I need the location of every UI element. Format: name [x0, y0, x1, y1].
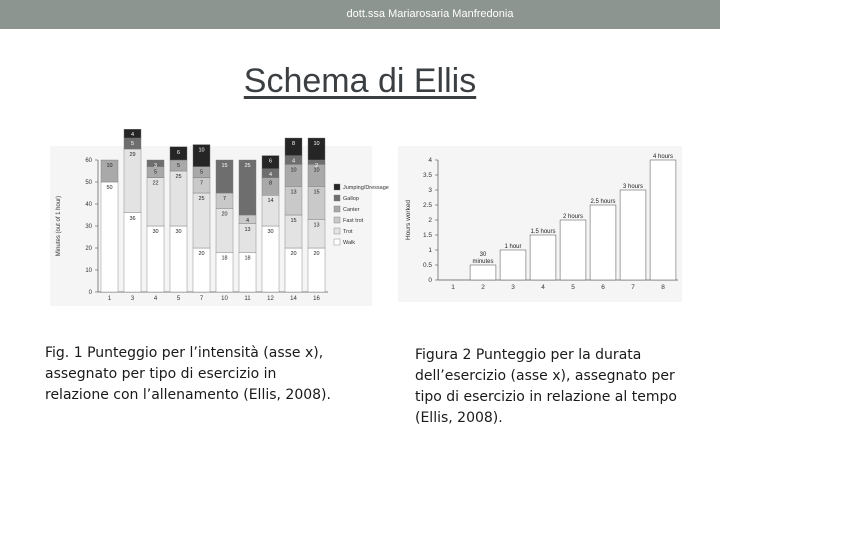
data-label: 15 [313, 189, 320, 196]
data-label: 4 hours [652, 154, 674, 160]
figure-2-caption: Figura 2 Punteggio per la durata dell’esercizio (asse x), assegnato per tipo di esercizio in relazione al tempo (Ellis, 2008). [415, 347, 677, 426]
figure-1-caption: Fig. 1 Punteggio per l’intensità (asse x), assegnato per tipo di esercizio in relazione con l’allenamento (Ellis, 2008). [45, 345, 331, 403]
x-tick-label: 16 [313, 296, 320, 302]
legend-swatch [334, 239, 340, 245]
data-label: 10 [313, 141, 320, 147]
data-label: 20 [221, 211, 228, 218]
legend-label: Trot [343, 229, 353, 235]
data-label: 10 [106, 163, 113, 169]
x-tick-label: 1 [107, 296, 112, 302]
legend-label: Canter [343, 207, 360, 213]
legend-swatch [334, 195, 340, 201]
bar [530, 235, 556, 280]
data-label: 13 [313, 222, 320, 229]
header-text: dott.ssa Mariarosaria Manfredonia [346, 8, 514, 20]
data-label: 4 [245, 218, 250, 224]
data-label: 5 [130, 141, 135, 147]
data-label: 25 [175, 174, 182, 180]
bar [560, 220, 586, 280]
data-label: 7 [222, 196, 227, 202]
intensity-chart-svg [50, 132, 389, 306]
data-label: 13 [290, 189, 297, 196]
data-label: 18 [244, 255, 251, 262]
x-tick-label: 2 [481, 284, 485, 291]
x-tick-label: 14 [290, 296, 297, 302]
data-label: 2 [314, 163, 319, 169]
data-label: 30 [152, 229, 159, 235]
legend-label: Walk [343, 240, 356, 246]
data-label: 20 [290, 251, 297, 257]
duration-chart-svg [398, 146, 682, 302]
data-label: 20 [313, 251, 320, 257]
data-label: 8 [268, 180, 273, 187]
x-tick-label: 3 [511, 284, 515, 291]
bar [620, 190, 646, 280]
x-tick-label: 7 [631, 284, 635, 291]
data-label: 5 [176, 163, 181, 169]
y-tick-label: 0.5 [422, 262, 432, 269]
bar [590, 205, 616, 280]
legend-label: Gallop [343, 196, 359, 202]
legend-label: Jumping/Dressage [343, 185, 389, 191]
y-tick-label: 4 [428, 157, 432, 164]
data-label: 3 hours [622, 184, 644, 190]
bar-segment [101, 182, 118, 292]
data-label: 25 [198, 196, 205, 202]
data-label: 30 [175, 229, 182, 235]
data-label: 3 [153, 163, 158, 169]
intensity-chart [50, 132, 389, 306]
x-tick-label: 4 [541, 284, 545, 291]
header-bar [0, 0, 720, 29]
y-tick-label: 40 [85, 202, 92, 208]
bar [650, 160, 676, 280]
y-tick-label: 2.5 [422, 202, 432, 209]
x-tick-label: 1 [451, 284, 455, 291]
bar-segment [170, 226, 187, 292]
data-label: 4 [291, 158, 296, 165]
data-label: 20 [198, 251, 205, 257]
x-tick-label: 5 [176, 296, 181, 302]
data-label: 8 [291, 141, 296, 147]
y-tick-label: 1 [428, 247, 432, 254]
y-axis-label: Minutes (out of 1 hour) [56, 195, 62, 257]
bar-segment [124, 149, 141, 213]
data-label: 15 [290, 218, 297, 224]
data-label: 13 [244, 226, 251, 233]
data-label: 10 [198, 147, 205, 154]
data-label: 1.5 hours [530, 229, 556, 235]
data-label: 4 [130, 132, 135, 139]
y-tick-label: 2 [428, 217, 432, 224]
data-label: 29 [129, 152, 136, 158]
y-tick-label: 0 [88, 290, 92, 296]
y-tick-label: 60 [85, 158, 92, 164]
legend-swatch [334, 206, 340, 212]
legend-swatch [334, 228, 340, 234]
y-tick-label: 3.5 [422, 172, 432, 179]
data-label: 6 [268, 158, 273, 165]
x-tick-label: 5 [571, 284, 575, 291]
y-tick-label: 30 [85, 224, 92, 230]
data-label: 1 hour [504, 244, 522, 250]
bar-segment [147, 226, 164, 292]
y-tick-label: 1.5 [422, 232, 432, 239]
data-label: 6 [176, 149, 181, 156]
x-tick-label: 4 [153, 296, 158, 302]
bar-segment [262, 226, 279, 292]
slide-title: Schema di Ellis [243, 62, 477, 100]
data-label: 30 [479, 252, 487, 258]
x-tick-label: 7 [199, 296, 204, 302]
y-tick-label: 3 [428, 187, 432, 194]
legend-swatch [334, 217, 340, 223]
data-label: 5 [153, 169, 158, 176]
x-tick-label: 8 [661, 284, 665, 291]
data-label: 50 [106, 185, 113, 191]
y-tick-label: 20 [85, 246, 92, 252]
data-label: 10 [313, 167, 320, 174]
data-label: minutes [472, 259, 494, 265]
data-label: 5 [199, 169, 204, 176]
bar [500, 250, 526, 280]
legend-label: Fast trot [343, 218, 364, 224]
y-axis-label: Hours worked [405, 199, 412, 241]
data-label: 22 [152, 180, 159, 187]
x-tick-label: 10 [221, 296, 228, 302]
y-tick-label: 50 [85, 180, 92, 186]
x-tick-label: 6 [601, 284, 605, 291]
data-label: 2 hours [562, 214, 584, 220]
data-label: 25 [244, 163, 251, 169]
data-label: 10 [290, 167, 297, 174]
data-label: 4 [268, 171, 273, 178]
data-label: 18 [221, 255, 228, 262]
x-tick-label: 12 [267, 296, 274, 302]
data-label: 2.5 hours [590, 199, 616, 205]
data-label: 36 [129, 215, 136, 222]
y-tick-label: 10 [85, 268, 92, 274]
data-label: 14 [267, 198, 274, 205]
data-label: 15 [221, 163, 228, 169]
x-tick-label: 11 [244, 296, 251, 302]
data-label: 7 [199, 180, 204, 187]
legend-swatch [334, 184, 340, 190]
x-tick-label: 3 [130, 296, 135, 302]
bar [470, 265, 496, 280]
y-tick-label: 0 [428, 277, 432, 284]
data-label: 30 [267, 229, 274, 235]
duration-chart [398, 146, 682, 302]
bar-segment [124, 213, 141, 292]
